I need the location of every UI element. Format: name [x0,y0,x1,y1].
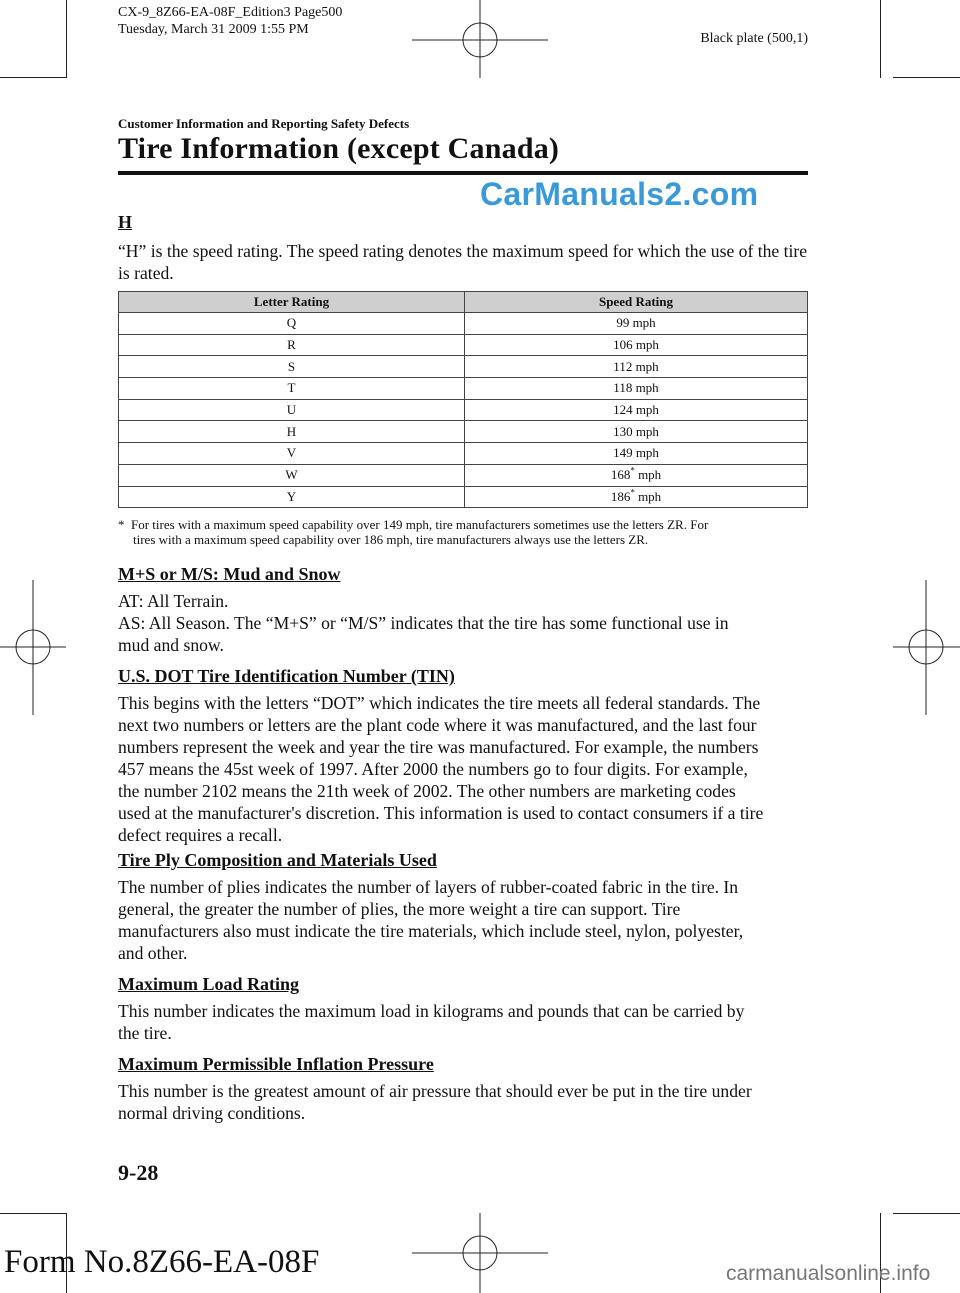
section-heading-max-load: Maximum Load Rating [118,974,300,994]
text-line: used at the manufacturer's discretion. This information is used to contact consumers if a tire [118,803,764,823]
black-plate-label: Black plate (500,1) [700,31,808,46]
section-heading-tin: U.S. DOT Tire Identification Number (TIN) [118,666,455,686]
speed-rating-table [118,291,808,508]
text-line: This begins with the letters “DOT” which indicates the tire meets all federal standards. The [118,693,761,713]
registration-mark-left [0,580,66,715]
letter-cell: Y [119,486,465,508]
letter-cell: Q [119,313,465,335]
section-heading-ply: Tire Ply Composition and Materials Used [118,850,437,870]
text-line: mud and snow. [118,635,224,655]
speed-cell: 130 mph [465,421,808,443]
text-line: AT: All Terrain. [118,591,229,611]
section-body-max-load [118,1000,818,1044]
speed-cell: 112 mph [465,356,808,378]
letter-cell: V [119,443,465,465]
text-line: general, the greater the number of plies, the more weight a tire can support. Tire [118,899,681,919]
print-job-file: CX-9_8Z66-EA-08F_Edition3 Page500 [118,5,343,20]
section-body-tin [118,692,818,846]
speed-cell: 99 mph [465,313,808,335]
table-row [119,443,808,465]
table-header-row [119,292,808,313]
section-body-mud-snow [118,590,818,656]
speed-cell [465,486,808,508]
footnote-line-2: tires with a maximum speed capability over 186 mph, tire manufacturers always use the letters ZR. [133,532,649,547]
print-job-date: Tuesday, March 31 2009 1:55 PM [118,22,309,37]
letter-cell: R [119,334,465,356]
crop-mark-top-left-v [66,0,67,78]
table-row [119,421,808,443]
table-row [119,334,808,356]
site-watermark: carmanualsonline.info [726,1262,931,1285]
table-row [119,313,808,335]
speed-unit: mph [634,467,662,483]
table-row [119,464,808,486]
speed-cell: 124 mph [465,399,808,421]
registration-mark-bottom [412,1213,548,1293]
table-row [119,486,808,508]
footnote-marker: * [118,517,125,532]
print-job-info [118,4,342,38]
table-row [119,399,808,421]
table-row [119,378,808,400]
section-heading-mud-snow: M+S or M/S: Mud and Snow [118,564,341,584]
letter-cell: U [119,399,465,421]
section-body-ply [118,876,818,964]
crop-mark-bottom-left-h [0,1213,66,1214]
section-body-max-inflation [118,1080,818,1124]
text-line: This number is the greatest amount of air pressure that should ever be put in the tire under [118,1081,752,1101]
text-line: This number indicates the maximum load in kilograms and pounds that can be carried by [118,1001,745,1021]
speed-cell: 106 mph [465,334,808,356]
text-line: AS: All Season. The “M+S” or “M/S” indicates that the tire has some functional use in [118,613,729,633]
speed-cell: 118 mph [465,378,808,400]
letter-cell: H [119,421,465,443]
text-line: defect requires a recall. [118,825,283,845]
footnote-asterisk: * [630,465,635,476]
section-heading-h: H [118,212,133,232]
crop-mark-top-right-v [880,0,881,78]
text-line: The number of plies indicates the number of layers of rubber-coated fabric in the tire. In [118,877,739,897]
speed-unit: mph [634,488,662,504]
speed-cell [465,464,808,486]
text-line: 457 means the 45st week of 1997. After 2000 the numbers go to four digits. For example, [118,759,748,779]
page-title: Tire Information (except Canada) [118,132,560,165]
text-line: normal driving conditions. [118,1103,306,1123]
letter-cell: T [119,378,465,400]
column-header-letter: Letter Rating [119,292,465,313]
text-line: the number 2102 means the 21th week of 2002. The other numbers are marketing codes [118,781,736,801]
carmanuals-watermark: CarManuals2.com [480,176,759,212]
text-line: and other. [118,943,188,963]
text-line: the tire. [118,1023,172,1043]
column-header-speed: Speed Rating [465,292,808,313]
speed-value: 186 [610,488,631,504]
page-number: 9-28 [118,1160,159,1185]
text-line: manufacturers also must indicate the tire materials, which include steel, nylon, polyester, [118,921,744,941]
letter-cell: W [119,464,465,486]
crop-mark-bottom-right-h [893,1213,960,1214]
table-row [119,356,808,378]
crop-mark-top-left-h [0,77,66,78]
registration-mark-right [893,580,960,715]
footnote-asterisk: * [630,487,635,498]
footnote-line-1: * For tires with a maximum speed capability over 149 mph, tire manufacturers sometimes use the letters ZR. For [118,517,709,532]
crop-mark-top-right-h [893,77,960,78]
title-rule [118,171,808,175]
speed-cell: 149 mph [465,443,808,465]
section-h-body: “H” is the speed rating. The speed rating denotes the maximum speed for which the use of the tire is rated. [118,241,808,283]
text-line: next two numbers or letters are the plant code where it was manufactured, and the last four [118,715,757,735]
text-line: numbers represent the week and year the tire was manufactured. For example, the numbers [118,737,759,757]
form-number: Form No.8Z66-EA-08F [4,1244,320,1280]
footnote [118,517,808,547]
speed-value: 168 [610,467,631,483]
letter-cell: S [119,356,465,378]
registration-mark-top [412,0,548,78]
breadcrumb: Customer Information and Reporting Safety Defects [118,116,410,131]
section-heading-max-inflation: Maximum Permissible Inflation Pressure [118,1054,434,1074]
